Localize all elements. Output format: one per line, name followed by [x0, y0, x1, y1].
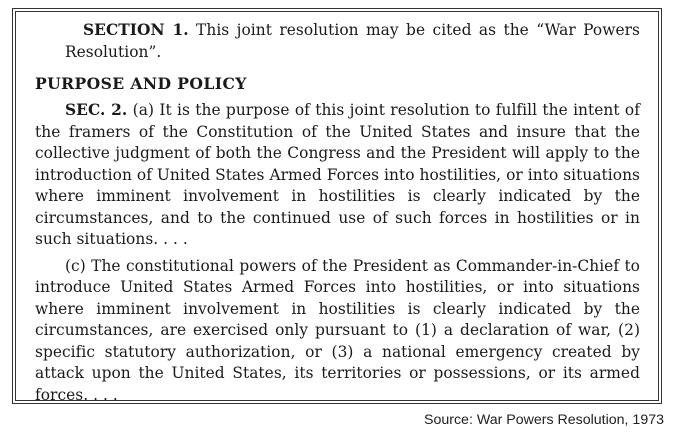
sec-2-label: SEC. 2.	[65, 101, 128, 119]
section-1-paragraph	[35, 20, 640, 63]
sec-2c-paragraph: (c) The constitutional powers of the President as Commander-in-Chief to introduce United States Armed Forces into hostilities, or into situations where imminent involvement in hostilities is clearly indicated by the circumstances, are exercised only pursuant to (1) a declaration of war, (2) specific statutory authorization, or (3) a national emergency created by attack upon the United States, its territories or possessions, or its armed forces. . . .	[35, 256, 640, 404]
source-citation: Source: War Powers Resolution, 1973	[424, 412, 664, 428]
section-1-text: This joint resolution may be cited as the “War Powers Resolution”.	[65, 21, 640, 61]
document-excerpt-box	[12, 8, 662, 404]
purpose-policy-heading: PURPOSE AND POLICY	[35, 74, 247, 93]
sec-2a-paragraph	[35, 100, 640, 251]
sec-2a-text: (a) It is the purpose of this joint resolution to fulfill the intent of the framers of the Constitution of the United States and insure that the collective judgment of both the Congress and the President will apply to the introduction of United States Armed Forces into hostilities, or into situations where imminent involvement in hostilities is clearly indicated by the circumstances, and to the continued use of such forces in hostilities or in such situations. . . .	[35, 101, 640, 248]
section-1-label: SECTION 1.	[83, 21, 189, 39]
